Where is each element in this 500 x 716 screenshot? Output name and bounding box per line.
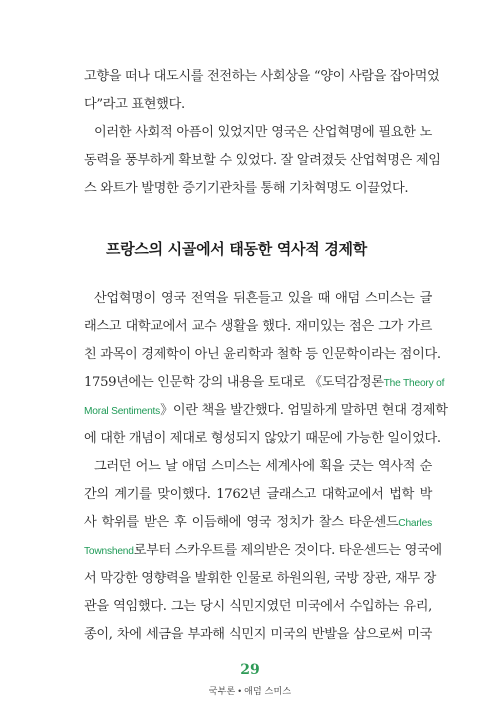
body-line: 스 와트가 발명한 증기기관차를 통해 기차혁명도 이끌었다. (84, 181, 409, 196)
body-text: 1759년에는 인문학 강의 내용을 토대로 《도덕감정론 (84, 375, 384, 390)
body-line: 서 막강한 영향력을 발휘한 인물로 하원의원, 국방 장관, 재무 장 (84, 571, 436, 586)
english-name-text: Townshend (84, 546, 134, 557)
body-line: 간의 계기를 맞이했다. 1762년 글래스고 대학교에서 법학 박 (84, 487, 432, 502)
english-name-text: Charles (398, 518, 432, 529)
running-footer: 국부론 • 애덤 스미스 (208, 686, 292, 696)
body-line: 동력을 풍부하게 확보할 수 있었다. 잘 알려졌듯 산업혁명은 제임 (84, 153, 441, 168)
body-text: 로부터 스카우트를 제의받은 것이다. 타운센드는 영국에 (133, 543, 442, 558)
body-line: 다”라고 표현했다. (84, 97, 185, 112)
body-text: 》이란 책을 발간했다. 엄밀하게 말하면 현대 경제학 (160, 403, 448, 418)
body-line: 고향을 떠나 대도시를 전전하는 사회상을 “양이 사람을 잡아먹었 (84, 69, 440, 84)
body-line: 에 대한 개념이 제대로 형성되지 않았기 때문에 가능한 일이었다. (84, 431, 441, 446)
section-heading: 프랑스의 시골에서 태동한 역사적 경제학 (106, 240, 367, 258)
body-line (84, 543, 442, 558)
body-line (84, 403, 448, 418)
body-line: 종이, 차에 세금을 부과해 식민지 미국의 반발을 삼으로써 미국 (84, 627, 432, 642)
body-line: 그러던 어느 날 애덤 스미스는 세계사에 획을 긋는 역사적 순 (94, 459, 432, 474)
english-title-text: The Theory of (383, 378, 445, 389)
body-line: 래스고 대학교에서 교수 생활을 했다. 재미있는 점은 그가 가르 (84, 319, 432, 334)
page-number: 29 (240, 662, 260, 678)
body-line: 친 과목이 경제학이 아닌 윤리학과 철학 등 인문학이라는 점이다. (84, 347, 441, 362)
body-line: 관을 역임했다. 그는 당시 식민지였던 미국에서 수입하는 유리, (84, 599, 432, 614)
body-line (84, 516, 432, 529)
body-line: 산업혁명이 영국 전역을 뒤흔들고 있을 때 애덤 스미스는 글 (94, 291, 432, 306)
body-line: 이러한 사회적 아픔이 있었지만 영국은 산업혁명에 필요한 노 (94, 125, 432, 140)
english-title-text: Moral Sentiments (84, 406, 161, 417)
body-line (84, 375, 445, 390)
body-text: 사 학위를 받은 후 이듬해에 영국 정치가 찰스 타운센드 (84, 515, 399, 530)
